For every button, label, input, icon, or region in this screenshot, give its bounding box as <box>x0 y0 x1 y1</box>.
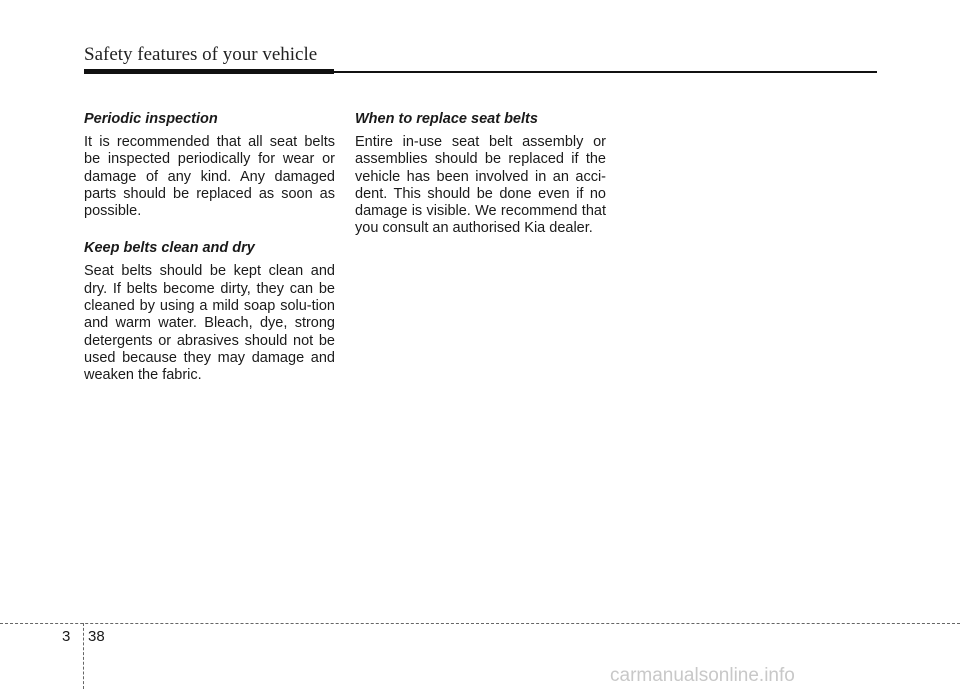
middle-column <box>355 111 606 258</box>
section-heading: Keep belts clean and dry <box>84 240 255 257</box>
section-periodic-inspection <box>84 111 335 220</box>
section-body: It is recommended that all seat belts be inspected periodically for wear or damage of any kind. Any damaged parts should be replaced as soon as possible. <box>84 134 335 220</box>
page-header-title: Safety features of your vehicle <box>84 44 318 65</box>
header-rule-thin <box>334 71 877 73</box>
page-number: 38 <box>88 628 105 645</box>
section-when-to-replace <box>355 111 606 238</box>
footer-vertical-divider <box>83 623 84 689</box>
section-body: Entire in-use seat belt assembly or assemblies should be replaced if the vehicle has been involved in an acci-dent. This should be done even if no damage is visible. We recommend that you consult an authorised Kia dealer. <box>355 134 606 237</box>
chapter-number: 3 <box>62 628 71 645</box>
section-heading: Periodic inspection <box>84 111 218 127</box>
footer-divider <box>0 623 960 624</box>
header-rule-thick <box>84 69 334 74</box>
left-column <box>84 111 335 405</box>
section-keep-belts-clean <box>84 240 335 384</box>
watermark: carmanualsonline.info <box>610 665 795 686</box>
section-heading: When to replace seat belts <box>355 111 538 127</box>
section-body: Seat belts should be kept clean and dry. If belts become dirty, they can be cleaned by using a mild soap solu-tion and warm water. Bleach, dye, strong detergents or abrasives should not be used because they may damage and weaken the fabric. <box>84 263 335 384</box>
